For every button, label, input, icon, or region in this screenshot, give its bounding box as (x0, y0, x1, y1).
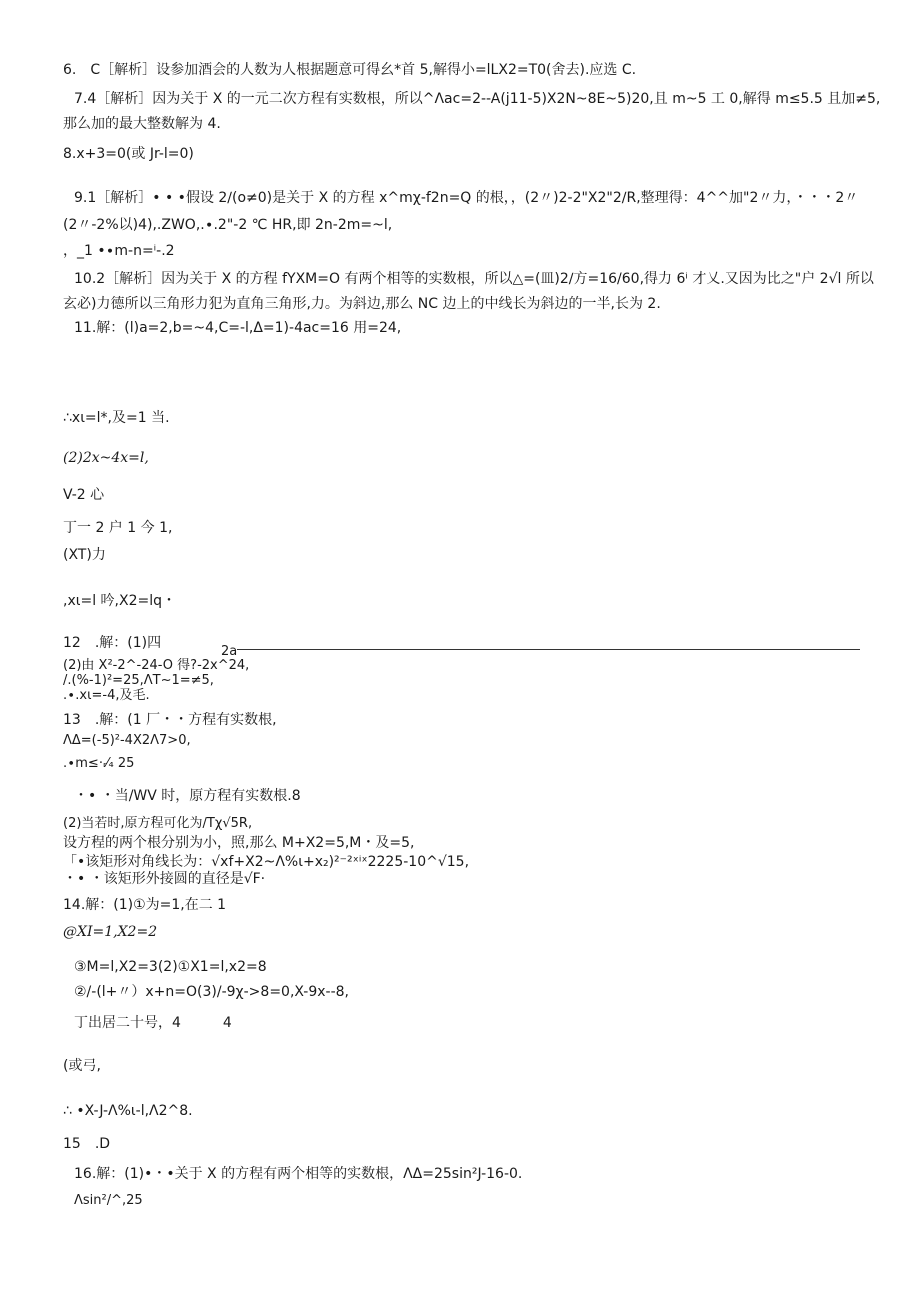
answer-10-line-2: 玄必)力德所以三角形力犯为直角三角形,力。为斜边,那么 NC 边上的中线长为斜边的一半,长为 2. (63, 296, 661, 312)
answer-13-line-2: ΛΔ=(-5)²-4X2Λ7>0, (63, 733, 191, 748)
answer-16-line-2: Λsin²/^,25 (74, 1193, 143, 1208)
answer-13-line-5: (2)当若时,原方程可化为/Tχ√5R, (63, 816, 253, 831)
answer-14-line-7: ∴ •X-J-Λ%ι-l,Λ2^8. (63, 1103, 193, 1119)
answer-16-line-1: 16.解：(1)•・•关于 X 的方程有两个相等的实数根，ΛΔ=25sin²J-16-0. (74, 1166, 523, 1182)
answer-12-line-1: 12 .解：(1)四 (63, 635, 162, 651)
answer-13-line-8: ・• ・该矩形外接圆的直径是√F· (63, 871, 266, 887)
answer-13-line-1: 13 .解：(1 厂・・方程有实数根, (63, 712, 277, 728)
fraction-rule (237, 649, 860, 650)
answer-14-line-3: ③M=l,X2=3(2)①X1=l,x2=8 (74, 959, 267, 975)
answer-9-line-1: 9.1［解析］• • •假设 2∕(o≠0)是关于 X 的方程 x^mχ-f2n=Q 的根，，(2〃)2-2"X2"2∕R,整理得：4^^加"2〃力，・・・2〃 (74, 190, 859, 206)
answer-13-line-7: 「•该矩形对角线长为：√xf+X2~Λ%ι+x₂)²⁻²ˣⁱˣ2225-10^√15, (63, 854, 470, 870)
answer-11-line-6: (XT)力 (63, 547, 106, 563)
answer-14-line-2: @XI=1,X2=2 (63, 924, 158, 940)
answer-6: 6. C［解析］设参加酒会的人数为人根据题意可得幺*首 5,解得小=lLX2=T0(舍去).应选 C. (63, 62, 637, 78)
answer-13-line-6: 设方程的两个根分别为小，照,那么 M+X2=5,M・及=5, (63, 835, 415, 851)
answer-10-line-1: 10.2［解析］因为关于 X 的方程 fYXM=O 有两个相等的实数根，所以△=(皿)2∕方=16/60,得力 6ⁱ 才乂.又因为比之"户 2√l 所以 (74, 271, 874, 287)
answer-9-line-3: ，_1 •∙m-n=ⁱ-.2 (63, 243, 175, 259)
answer-13-line-3: .∙m≤·ᵣ⁄₄ 25 (63, 756, 135, 771)
answer-11-line-2: ∴xι=l*,及=1 当. (63, 410, 170, 426)
answer-14-line-5: 丁出居二十号，4 4 (74, 1015, 232, 1031)
answer-9-line-2: (2〃-2%以)4),.ZWO,.∙.2"-2 ℃ HR,即 2n-2m=~l, (63, 217, 393, 233)
answer-12-line-4: .∙.xι=-4,及毛. (63, 688, 150, 703)
answer-11-line-7: ,xι=l 吟,X2=lq・ (63, 593, 176, 609)
answer-11-line-4: V-2 心 (63, 487, 105, 503)
answer-8: 8.x+3=0(或 Jr-l=0) (63, 146, 194, 162)
answer-14-line-1: 14.解：(1)①为=1,在二 1 (63, 897, 227, 913)
answer-13-line-4: ・• ・当/WV 时，原方程有实数根.8 (74, 788, 301, 804)
answer-14-line-6: (或弓, (63, 1058, 101, 1074)
fraction-numerator: 2a (221, 644, 238, 659)
answer-15: 15 .D (63, 1136, 111, 1152)
answer-11-line-1: 11.解：(l)a=2,b=~4,C=-l,Δ=1)-4ac=16 用=24, (74, 320, 402, 336)
answer-7-line-1: 7.4［解析］因为关于 X 的一元二次方程有实数根，所以^Λac=2--A(j11-5)X2N~8E~5)20,且 m~5 工 0,解得 m≤5.5 且加≠5, (74, 91, 881, 107)
answer-14-line-4: ②/-(l+〃）x+n=O(3)/-9χ->8=0,X-9x--8, (74, 984, 350, 1000)
answer-7-line-2: 那么加的最大整数解为 4. (63, 116, 221, 132)
answer-11-line-5: 丁一 2 户 1 今 1, (63, 520, 173, 536)
answer-11-line-3: (2)2x~4x=l, (63, 450, 149, 466)
answer-12-line-3: /.(%-1)²=25,ΛT~1=≠5, (63, 673, 214, 688)
answer-12-line-2: (2)由 X²-2^-24-O 得?-2x^24, (63, 658, 250, 673)
